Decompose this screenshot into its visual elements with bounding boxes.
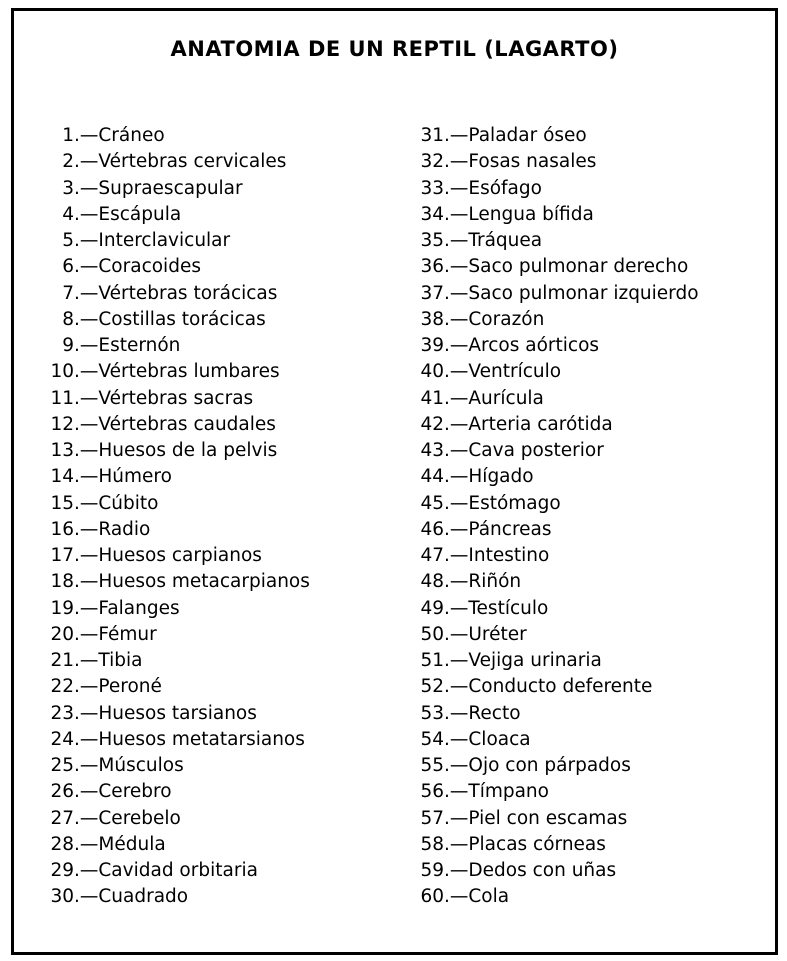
item-separator: .— (444, 151, 469, 173)
item-label: Huesos metacarpianos (98, 571, 310, 593)
item-label: Huesos metatarsianos (98, 728, 305, 750)
document-frame (11, 8, 778, 955)
item-separator: .— (74, 466, 99, 488)
list-item (14, 622, 394, 648)
item-number: 18 (50, 571, 74, 593)
list-item (394, 543, 769, 569)
item-separator: .— (74, 728, 99, 750)
item-number: 21 (50, 650, 74, 671)
list-item (394, 753, 769, 779)
item-separator: .— (74, 650, 99, 671)
item-separator: .— (444, 361, 469, 383)
item-label: Cerebelo (98, 807, 181, 829)
list-item (394, 307, 769, 333)
item-separator: .— (444, 413, 469, 435)
item-number: 33 (420, 177, 444, 199)
item-label: Fémur (98, 623, 157, 645)
item-separator: .— (444, 545, 469, 566)
item-label: Escápula (98, 203, 182, 225)
item-number: 43 (420, 440, 444, 461)
item-separator: .— (74, 807, 99, 829)
item-separator: .— (444, 781, 469, 803)
list-item (14, 464, 394, 490)
list-item (394, 123, 769, 149)
list-item (14, 491, 394, 517)
item-label: Corazón (468, 308, 545, 330)
item-label: Arteria carótida (468, 413, 613, 435)
item-separator: .— (444, 466, 469, 488)
list-item (14, 359, 394, 385)
item-label: Intestino (468, 545, 550, 566)
item-label: Médula (98, 833, 166, 855)
item-label: Supraescapular (98, 177, 243, 199)
item-label: Saco pulmonar izquierdo (468, 282, 699, 304)
list-item (14, 648, 394, 674)
list-item (14, 543, 394, 569)
item-separator: .— (74, 860, 99, 881)
item-number: 28 (50, 833, 74, 855)
item-label: Estómago (468, 492, 561, 514)
list-item (14, 438, 394, 464)
item-separator: .— (444, 203, 469, 225)
item-label: Piel con escamas (468, 807, 628, 829)
item-separator: .— (444, 833, 469, 855)
list-item (394, 701, 769, 727)
item-separator: .— (74, 203, 99, 225)
item-label: Ventrículo (468, 361, 562, 383)
item-separator: .— (74, 886, 99, 908)
item-separator: .— (74, 151, 99, 173)
item-separator: .— (74, 308, 99, 330)
item-number: 12 (50, 413, 74, 435)
item-separator: .— (74, 440, 99, 461)
list-item (14, 149, 394, 175)
list-item (14, 228, 394, 254)
list-item (14, 307, 394, 333)
item-separator: .— (74, 361, 99, 383)
item-label: Radio (98, 518, 151, 540)
list-item (14, 727, 394, 753)
list-item (394, 884, 769, 910)
item-number: 17 (50, 545, 74, 566)
item-number: 19 (50, 597, 74, 619)
item-number: 5 (62, 230, 74, 251)
list-item (394, 359, 769, 385)
list-item (394, 202, 769, 228)
item-separator: .— (444, 230, 469, 251)
item-number: 44 (420, 466, 444, 488)
item-label: Ojo con párpados (468, 755, 631, 776)
item-number: 15 (50, 492, 74, 514)
list-item (394, 806, 769, 832)
list-item (394, 779, 769, 805)
item-label: Cúbito (98, 492, 159, 514)
list-item (394, 517, 769, 543)
item-separator: .— (444, 886, 469, 908)
item-number: 26 (50, 781, 74, 803)
page-title: ANATOMIA DE UN REPTIL (LAGARTO) (170, 37, 619, 61)
item-label: Huesos tarsianos (98, 702, 257, 724)
item-separator: .— (74, 256, 99, 278)
list-item (394, 832, 769, 858)
item-label: Conducto deferente (468, 676, 653, 698)
item-number: 59 (420, 860, 444, 881)
item-number: 46 (420, 518, 444, 540)
item-label: Arcos aórticos (468, 335, 600, 356)
list-item (394, 858, 769, 884)
item-separator: .— (74, 282, 99, 304)
item-number: 29 (50, 860, 74, 881)
list-item (14, 832, 394, 858)
item-label: Vértebras caudales (98, 413, 276, 435)
item-number: 49 (420, 597, 444, 619)
item-number: 22 (50, 676, 74, 698)
item-number: 41 (420, 387, 444, 409)
item-label: Húmero (98, 466, 172, 488)
list-item (14, 884, 394, 910)
list-item (394, 386, 769, 412)
list-item (14, 569, 394, 595)
list-item (14, 281, 394, 307)
item-number: 14 (50, 466, 74, 488)
item-number: 10 (50, 361, 74, 383)
list-item (14, 701, 394, 727)
item-number: 56 (420, 781, 444, 803)
item-label: Vértebras torácicas (98, 282, 278, 304)
item-number: 37 (420, 282, 444, 304)
item-separator: .— (74, 545, 99, 566)
item-separator: .— (444, 492, 469, 514)
item-number: 51 (420, 650, 444, 671)
item-separator: .— (444, 807, 469, 829)
item-separator: .— (74, 335, 99, 356)
item-separator: .— (444, 125, 469, 146)
item-label: Hígado (468, 466, 534, 488)
item-separator: .— (74, 571, 99, 593)
list-item (394, 228, 769, 254)
list-item (14, 596, 394, 622)
item-label: Vértebras lumbares (98, 361, 280, 383)
item-number: 27 (50, 807, 74, 829)
list-item (394, 648, 769, 674)
item-label: Cloaca (468, 728, 531, 750)
item-separator: .— (444, 308, 469, 330)
item-label: Costillas torácicas (98, 308, 266, 330)
item-number: 36 (420, 256, 444, 278)
item-separator: .— (74, 702, 99, 724)
item-label: Huesos de la pelvis (98, 440, 278, 461)
item-number: 60 (420, 886, 444, 908)
list-item (394, 254, 769, 280)
item-number: 57 (420, 807, 444, 829)
item-separator: .— (444, 440, 469, 461)
item-label: Cavidad orbitaria (98, 860, 258, 881)
item-separator: .— (74, 623, 99, 645)
list-item (14, 806, 394, 832)
item-label: Peroné (98, 676, 162, 698)
list-item (394, 333, 769, 359)
item-number: 32 (420, 151, 444, 173)
item-number: 45 (420, 492, 444, 514)
item-number: 1 (62, 125, 74, 146)
item-label: Cerebro (98, 781, 172, 803)
item-number: 25 (50, 755, 74, 776)
item-separator: .— (74, 230, 99, 251)
item-separator: .— (444, 650, 469, 671)
item-number: 24 (50, 728, 74, 750)
item-number: 39 (420, 335, 444, 356)
item-label: Páncreas (468, 518, 552, 540)
list-item (14, 176, 394, 202)
item-number: 20 (50, 623, 74, 645)
item-label: Interclavicular (98, 230, 231, 251)
item-number: 11 (50, 387, 74, 409)
item-separator: .— (444, 571, 469, 593)
item-number: 55 (420, 755, 444, 776)
item-number: 6 (62, 256, 74, 278)
item-number: 34 (420, 203, 444, 225)
list-item (14, 202, 394, 228)
item-label: Dedos con uñas (468, 860, 617, 881)
item-label: Recto (468, 702, 521, 724)
list-item (14, 779, 394, 805)
list-item (394, 438, 769, 464)
item-number: 13 (50, 440, 74, 461)
list-item (394, 596, 769, 622)
item-separator: .— (444, 623, 469, 645)
item-separator: .— (444, 755, 469, 776)
item-number: 52 (420, 676, 444, 698)
item-number: 50 (420, 623, 444, 645)
item-label: Testículo (468, 597, 549, 619)
list-column-left (14, 123, 394, 911)
item-number: 9 (62, 335, 74, 356)
item-separator: .— (444, 597, 469, 619)
item-separator: .— (74, 413, 99, 435)
item-number: 4 (62, 203, 74, 225)
item-label: Cola (468, 886, 510, 908)
list-item (14, 123, 394, 149)
item-separator: .— (444, 676, 469, 698)
item-number: 16 (50, 518, 74, 540)
list-item (14, 254, 394, 280)
item-label: Huesos carpianos (98, 545, 262, 566)
item-separator: .— (74, 387, 99, 409)
item-separator: .— (444, 518, 469, 540)
item-label: Aurícula (468, 387, 544, 409)
item-separator: .— (74, 676, 99, 698)
item-number: 38 (420, 308, 444, 330)
item-label: Cuadrado (98, 886, 189, 908)
item-separator: .— (444, 728, 469, 750)
item-separator: .— (444, 256, 469, 278)
item-separator: .— (444, 702, 469, 724)
item-separator: .— (74, 755, 99, 776)
item-number: 7 (62, 282, 74, 304)
list-item (394, 674, 769, 700)
item-number: 53 (420, 702, 444, 724)
item-label: Esófago (468, 177, 542, 199)
item-number: 48 (420, 571, 444, 593)
item-separator: .— (74, 125, 99, 146)
list-item (14, 858, 394, 884)
item-number: 30 (50, 886, 74, 908)
item-separator: .— (444, 335, 469, 356)
item-label: Tibia (98, 650, 143, 671)
item-number: 3 (62, 177, 74, 199)
item-number: 40 (420, 361, 444, 383)
item-separator: .— (74, 177, 99, 199)
item-separator: .— (74, 518, 99, 540)
list-item (394, 176, 769, 202)
list-item (14, 412, 394, 438)
item-label: Saco pulmonar derecho (468, 256, 689, 278)
item-number: 42 (420, 413, 444, 435)
list-item (394, 569, 769, 595)
item-separator: .— (74, 492, 99, 514)
item-label: Cava posterior (468, 440, 604, 461)
list-column-right (394, 123, 769, 911)
list-item (14, 386, 394, 412)
item-label: Coracoides (98, 256, 201, 278)
list-item (14, 674, 394, 700)
item-separator: .— (74, 833, 99, 855)
item-label: Fosas nasales (468, 151, 597, 173)
item-number: 58 (420, 833, 444, 855)
list-item (394, 491, 769, 517)
item-label: Vértebras cervicales (98, 151, 287, 173)
item-number: 2 (62, 151, 74, 173)
item-label: Vejiga urinaria (468, 650, 602, 671)
item-separator: .— (444, 177, 469, 199)
item-label: Esternón (98, 335, 181, 356)
item-label: Riñón (468, 571, 522, 593)
item-separator: .— (74, 597, 99, 619)
item-separator: .— (444, 282, 469, 304)
item-separator: .— (444, 860, 469, 881)
list-item (394, 464, 769, 490)
list-item (394, 149, 769, 175)
item-label: Tímpano (468, 781, 549, 803)
item-number: 54 (420, 728, 444, 750)
item-number: 47 (420, 545, 444, 566)
item-label: Tráquea (468, 230, 543, 251)
item-label: Lengua bífida (468, 203, 594, 225)
item-label: Vértebras sacras (98, 387, 254, 409)
list-item (394, 412, 769, 438)
item-label: Cráneo (98, 125, 165, 146)
item-number: 23 (50, 702, 74, 724)
list-item (14, 517, 394, 543)
item-label: Falanges (98, 597, 180, 619)
item-label: Uréter (468, 623, 527, 645)
list-item (14, 333, 394, 359)
item-number: 8 (62, 308, 74, 330)
list-item (394, 727, 769, 753)
list-item (14, 753, 394, 779)
item-number: 35 (420, 230, 444, 251)
item-label: Placas córneas (468, 833, 606, 855)
item-label: Músculos (98, 755, 184, 776)
list-item (394, 622, 769, 648)
list-item (394, 281, 769, 307)
item-label: Paladar óseo (468, 125, 587, 146)
item-separator: .— (74, 781, 99, 803)
item-separator: .— (444, 387, 469, 409)
item-number: 31 (420, 125, 444, 146)
